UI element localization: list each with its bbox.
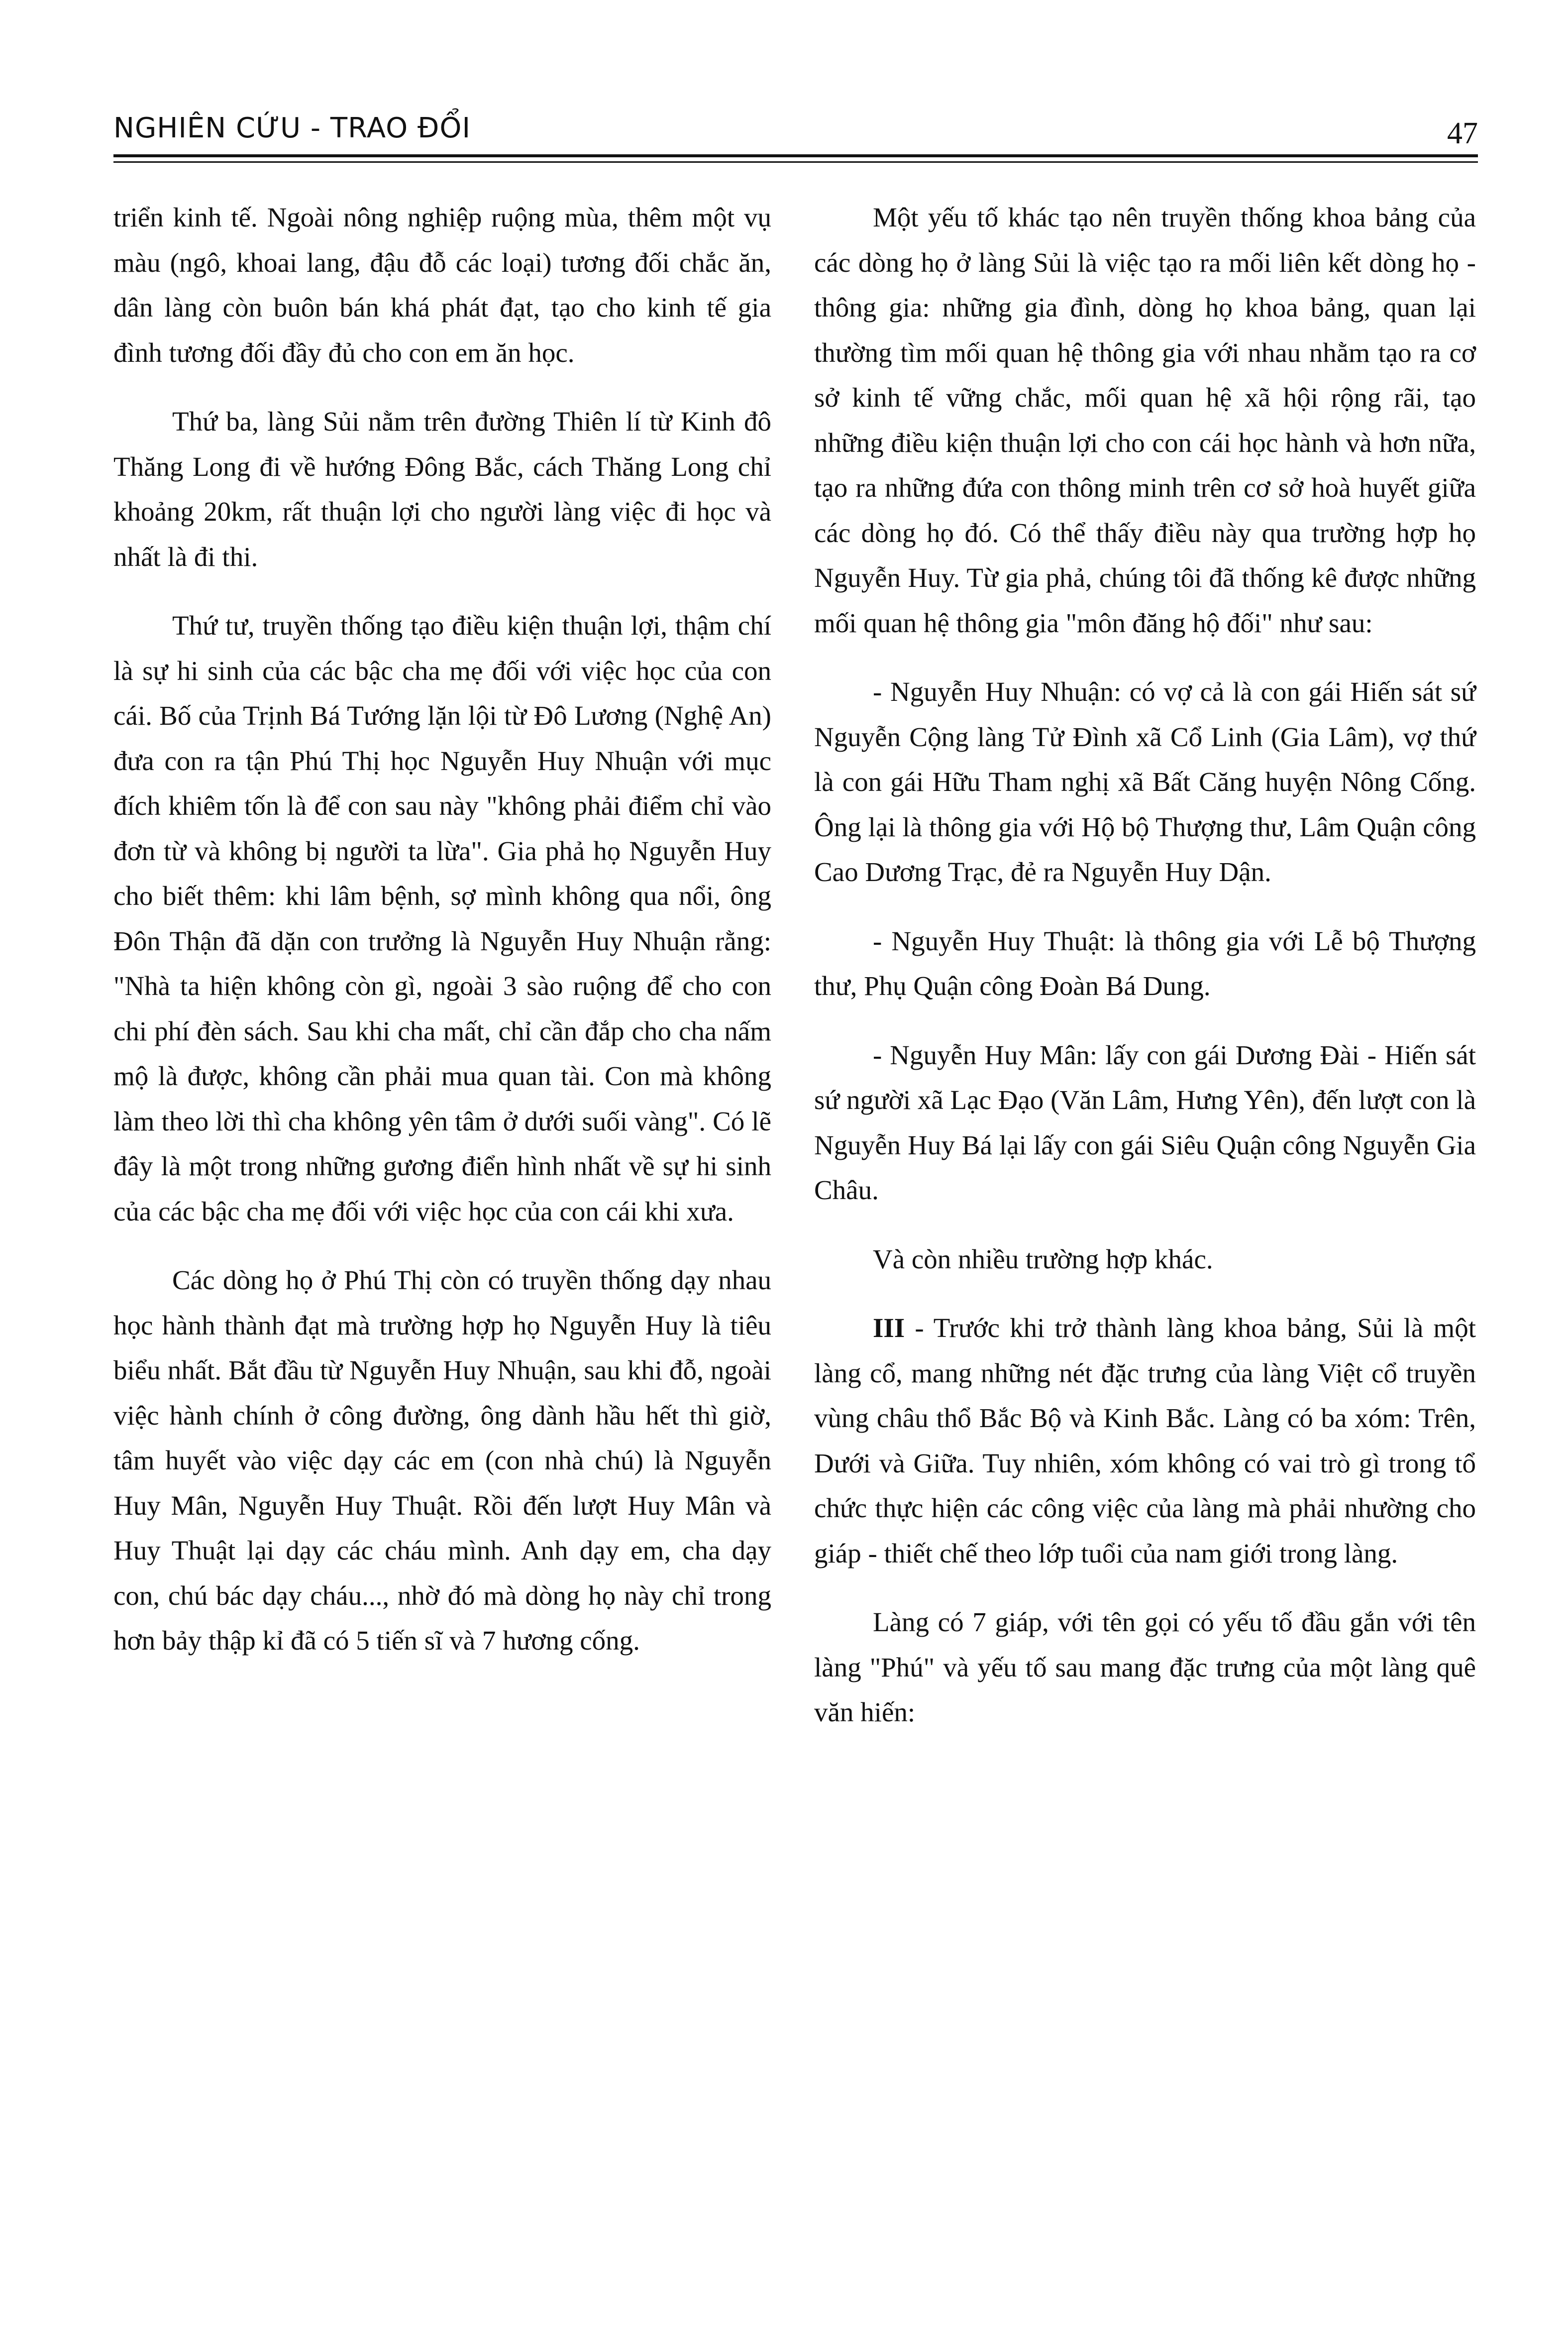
paragraph: - Nguyễn Huy Thuật: là thông gia với Lễ bộ Thượng thư, Phụ Quận công Đoàn Bá Dung. xyxy=(814,925,1476,1001)
paragraph: Thứ tư, truyền thống tạo điều kiện thuận lợi, thậm chí là sự hi sinh của các bậc cha mẹ đối với việc học của con cái. Bố của Trịnh Bá Tướng lặn lội từ Đô Lương (Nghệ An) đưa con ra tận Phú Thị học Nguyễn Huy Nhuận với mục đích khiêm tốn là để con sau này "không phải điểm chỉ vào đơn từ và không bị người ta lừa". Gia phả họ Nguyễn Huy cho biết thêm: khi lâm bệnh, sợ mình không qua nổi, ông Đôn Thận đã dặn con trưởng là Nguyễn Huy Nhuận rằng: "Nhà ta hiện không còn gì, ngoài 3 sào ruộng để cho con chi phí đèn sách. Sau khi cha mất, chỉ cần đắp cho cha nấm mộ là được, không cần phải mua quan tài. Con mà không làm theo lời thì cha không yên tâm ở dưới suối vàng". Có lẽ đây là một trong những gương điển hình nhất về sự hi sinh của các bậc cha mẹ đối với việc học của con cái khi xưa. xyxy=(113,610,771,1227)
section-title: NGHIÊN CỨU - TRAO ĐỔI xyxy=(113,112,471,144)
paragraph: Và còn nhiều trường hợp khác. xyxy=(873,1243,1213,1274)
running-header xyxy=(113,110,1478,169)
paragraph: Một yếu tố khác tạo nên truyền thống khoa bảng của các dòng họ ở làng Sủi là việc tạo ra mối liên kết dòng họ - thông gia: những gia đình, dòng họ khoa bảng, quan lại thường tìm mối quan hệ thông gia với nhau nhằm tạo ra cơ sở kinh tế vững chắc, mối quan hệ xã hội rộng rãi, tạo những điều kiện thuận lợi cho con cái học hành và hơn nữa, tạo ra những đứa con thông minh trên cơ sở hoà huyết giữa các dòng họ đó. Có thể thấy điều này qua trường hợp họ Nguyễn Huy. Từ gia phả, chúng tôi đã thống kê được những mối quan hệ thông gia "môn đăng hộ đối" như sau: xyxy=(814,202,1476,638)
paragraph: triển kinh tế. Ngoài nông nghiệp ruộng mùa, thêm một vụ màu (ngô, khoai lang, đậu đỗ các loại) tương đối chắc ăn, dân làng còn buôn bán khá phát đạt, tạo cho kinh tế gia đình tương đối đầy đủ cho con em ăn học. xyxy=(113,202,771,368)
paragraph: Các dòng họ ở Phú Thị còn có truyền thống dạy nhau học hành thành đạt mà trường hợp họ Nguyễn Huy là tiêu biểu nhất. Bắt đầu từ Nguyễn Huy Nhuận, sau khi đỗ, ngoài việc hành chính ở công đường, ông dành hầu hết thì giờ, tâm huyết vào việc dạy các em (con nhà chú) là Nguyễn Huy Mân, Nguyễn Huy Thuật. Rồi đến lượt Huy Mân và Huy Thuật lại dạy các cháu mình. Anh dạy em, cha dạy con, chú bác dạy cháu..., nhờ đó mà dòng họ này chỉ trong hơn bảy thập kỉ đã có 5 tiến sĩ và 7 hương cống. xyxy=(113,1265,771,1656)
page-number: 47 xyxy=(1447,116,1478,150)
header-rule-thin xyxy=(113,161,1478,163)
paragraph: Làng có 7 giáp, với tên gọi có yếu tố đầu gắn với tên làng "Phú" và yếu tố sau mang đặc trưng của một làng quê văn hiến: xyxy=(814,1607,1476,1727)
section-numeral: III xyxy=(873,1313,905,1343)
paragraph: - Nguyễn Huy Nhuận: có vợ cả là con gái Hiến sát sứ Nguyễn Cộng làng Tử Đình xã Cổ Linh (Gia Lâm), vợ thứ là con gái Hữu Tham nghị xã Bất Căng huyện Nông Cống. Ông lại là thông gia với Hộ bộ Thượng thư, Lâm Quận công Cao Dương Trạc, đẻ ra Nguyễn Huy Dận. xyxy=(814,676,1476,887)
paragraph: - Nguyễn Huy Mân: lấy con gái Dương Đài - Hiến sát sứ người xã Lạc Đạo (Văn Lâm, Hưng Yên), đến lượt con là Nguyễn Huy Bá lại lấy con gái Siêu Quận công Nguyễn Gia Châu. xyxy=(814,1039,1476,1205)
section-three-text: - Trước khi trở thành làng khoa bảng, Sủi là một làng cổ, mang những nét đặc trưng của làng Việt cổ truyền vùng châu thổ Bắc Bộ và Kinh Bắc. Làng có ba xóm: Trên, Dưới và Giữa. Tuy nhiên, xóm không có vai trò gì trong tổ chức thực hiện các công việc của làng mà phải nhường cho giáp - thiết chế theo lớp tuổi của nam giới trong làng. xyxy=(814,1313,1476,1568)
section-three-paragraph xyxy=(814,1306,1476,1576)
header-rule xyxy=(113,154,1478,157)
right-column xyxy=(814,195,1476,1759)
paragraph: Thứ ba, làng Sủi nằm trên đường Thiên lí từ Kinh đô Thăng Long đi về hướng Đông Bắc, cách Thăng Long chỉ khoảng 20km, rất thuận lợi cho người làng việc đi học và nhất là đi thi. xyxy=(113,406,771,572)
left-column xyxy=(113,195,771,1687)
